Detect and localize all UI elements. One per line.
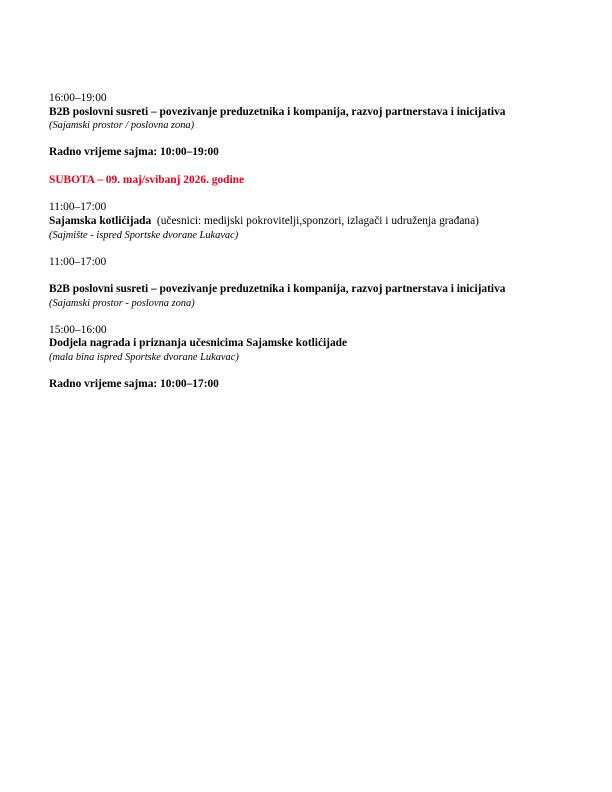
event-title: Sajamska kotlićijada (49, 214, 152, 227)
event-title: Dodjela nagrada i priznanja učesnicima Sajamske kotlićijade (49, 337, 348, 350)
event-time: 11:00–17:00 (49, 201, 107, 214)
event-location: (Sajamski prostor / poslovna zona) (49, 120, 195, 132)
event-kotlicijada (49, 201, 579, 241)
event-time: 16:00–19:00 (49, 92, 107, 104)
event-title: B2B poslovni susreti – povezivanje preduzetnika i kompanija, razvoj partnerstava i inicijativa (49, 105, 506, 118)
event-location: (Sajmište - ispred Sportske dvorane Lukavac) (49, 229, 239, 241)
document-page (49, 92, 579, 392)
event-location: (Sajamski prostor - poslovna zona) (49, 297, 195, 309)
event-time: 15:00–16:00 (49, 323, 107, 336)
event-time: 11:00–17:00 (49, 255, 107, 268)
event-title: B2B poslovni susreti – povezivanje preduzetnika i kompanija, razvoj partnerstava i inicijativa (49, 283, 506, 296)
event-note: (učesnici: medijski pokrovitelji,sponzori, izlagači i udruženja građana) (156, 214, 479, 227)
event-title-row (49, 215, 579, 229)
event-awards (49, 324, 579, 364)
event-location: (mala bina ispred Sportske dvorane Lukavac) (49, 351, 239, 363)
saturday-heading: SUBOTA – 09. maj/svibanj 2026. godine (49, 173, 245, 186)
event-b2b-friday (49, 92, 579, 132)
working-hours-saturday: Radno vrijeme sajma: 10:00–17:00 (49, 377, 219, 390)
working-hours-friday: Radno vrijeme sajma: 10:00–19:00 (49, 146, 219, 159)
event-b2b-saturday (49, 256, 579, 310)
